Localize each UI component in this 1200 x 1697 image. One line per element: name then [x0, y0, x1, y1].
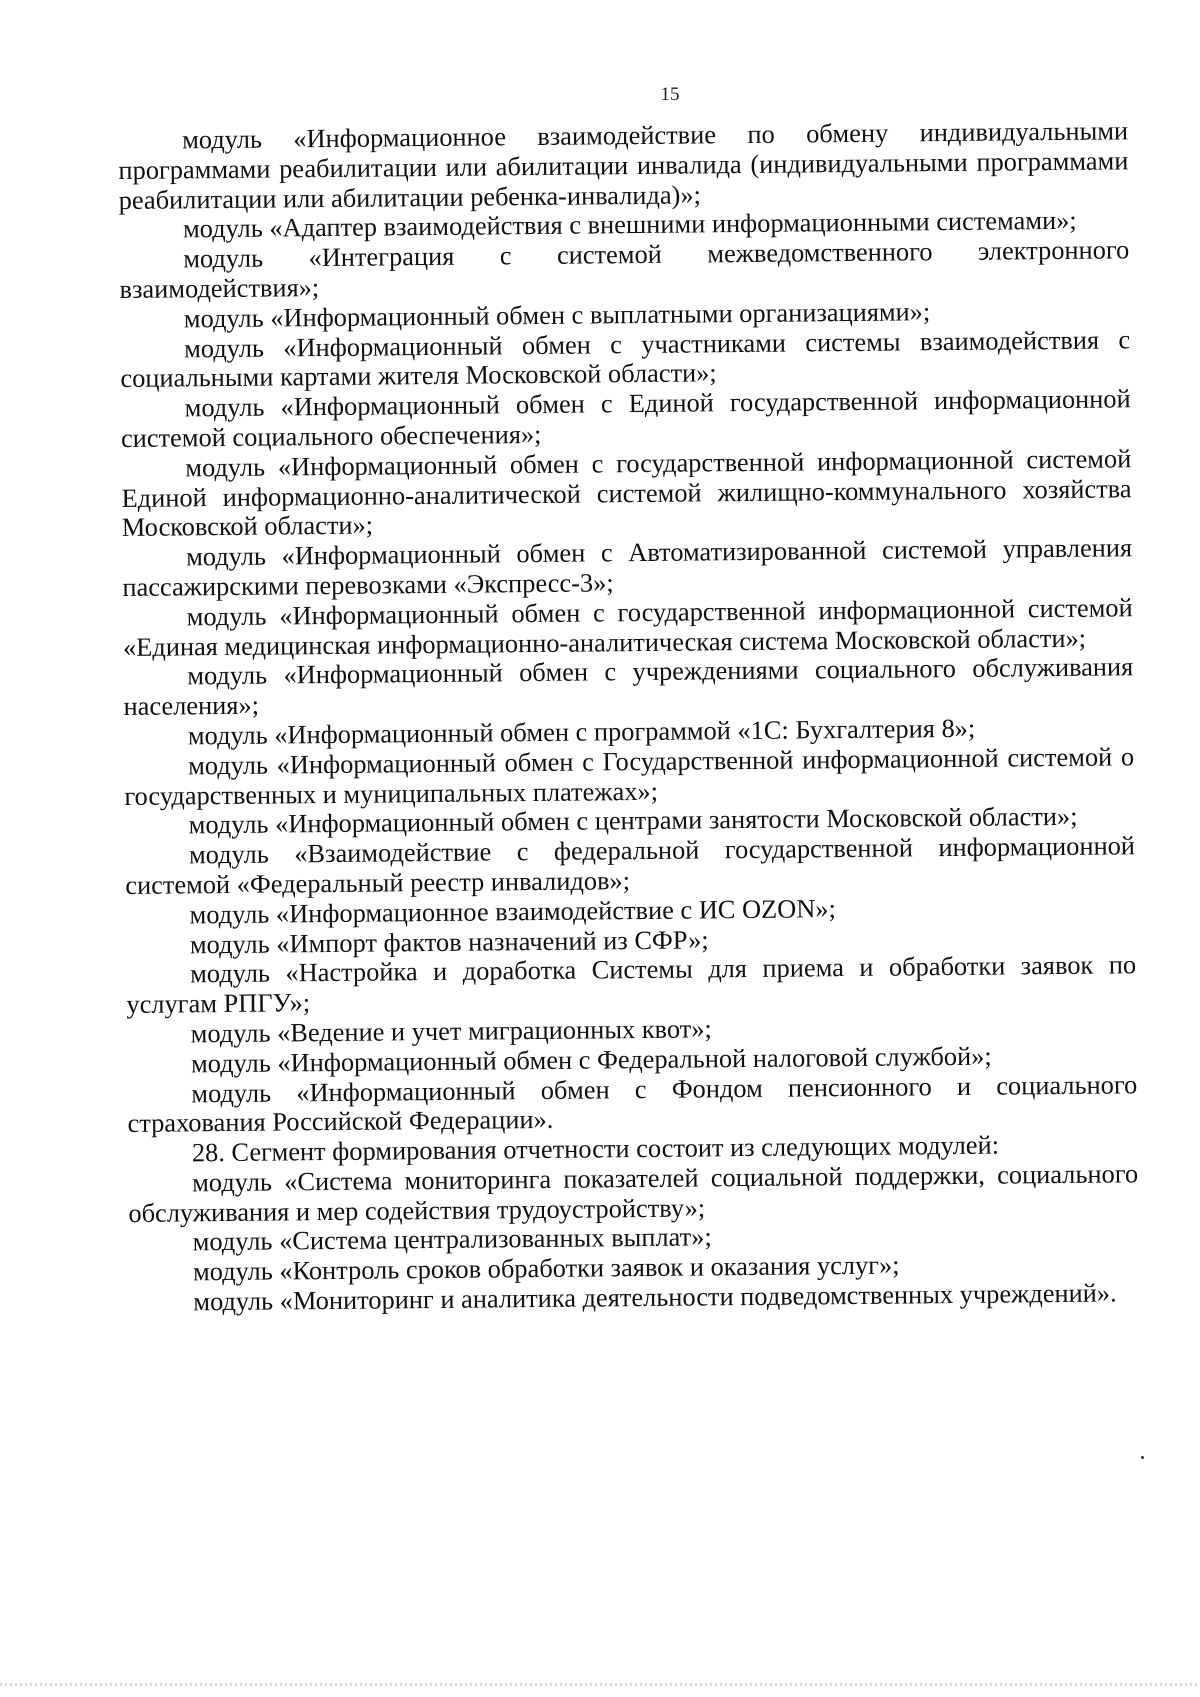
- paragraph: модуль «Информационный обмен с Фондом пенсионного и социального страхования Российской Федерации».: [127, 1068, 1138, 1139]
- document-body: [118, 116, 1139, 1318]
- paragraph: модуль «Мониторинг и аналитика деятельности подведомственных учреждений».: [193, 1277, 1117, 1317]
- paragraph: модуль «Информационный обмен с программой «1С: Бухгалтерия 8»;: [187, 712, 976, 751]
- paragraph: модуль «Система централизованных выплат»;: [192, 1221, 712, 1257]
- paragraph: модуль «Информационное взаимодействие с ИС OZON»;: [189, 892, 836, 930]
- paragraph: модуль «Информационный обмен с участниками системы взаимодействия с социальными картами жителя Московской области»;: [120, 323, 1131, 394]
- paragraph: модуль «Информационный обмен с учреждениями социального обслуживания населения»;: [123, 651, 1134, 722]
- paragraph: модуль «Информационное взаимодействие по обмену индивидуальными программами реабилитации или абилитации инвалида (индивидуальными программами реабилитации или абилитации ребенка-инвалида)»;: [118, 115, 1129, 215]
- page-number: 15: [660, 84, 680, 105]
- paragraph: модуль «Интеграция с системой межведомственного электронного взаимодействия»;: [119, 234, 1130, 304]
- paragraph: модуль «Информационный обмен с государственной информационной системой Единой информационно-аналитической системой жилищно-коммунального хозяйства Московской области»;: [121, 443, 1132, 543]
- paragraph: модуль «Адаптер взаимодействия с внешними информационными системами»;: [182, 205, 1077, 244]
- paragraph: модуль «Настройка и доработка Системы для приема и обработки заявок по услугам РПГУ»;: [126, 949, 1137, 1020]
- paragraph: модуль «Информационный обмен с Федеральной налоговой службой»;: [190, 1040, 992, 1079]
- paragraph: модуль «Система мониторинга показателей социальной поддержки, социального обслуживания и мер содействия трудоустройству»;: [128, 1158, 1139, 1228]
- paragraph: модуль «Информационный обмен с Автоматизированной системой управления пассажирскими перевозками «Экспресс-3»;: [122, 532, 1133, 602]
- paragraph: модуль «Информационный обмен с центрами занятости Московской области»;: [188, 801, 1078, 840]
- scan-edge-artifact: [0, 1683, 1200, 1686]
- paragraph: модуль «Информационный обмен с выплатными организациями»;: [183, 295, 931, 334]
- paragraph: модуль «Информационный обмен с Единой государственной информационной системой социального обеспечения»;: [120, 383, 1131, 453]
- paragraph: модуль «Ведение и учет миграционных квот»;: [190, 1013, 712, 1049]
- paragraph: модуль «Импорт фактов назначений из СФР»;: [189, 923, 709, 959]
- section-heading-28: 28. Сегмент формирования отчетности состоит из следующих модулей:: [191, 1129, 1000, 1168]
- paragraph: модуль «Информационный обмен с Государственной информационной системой о государственных и муниципальных платежах»;: [124, 741, 1135, 811]
- paragraph: модуль «Взаимодействие с федеральной государственной информационной системой «Федеральный реестр инвалидов»;: [125, 830, 1136, 900]
- paragraph: модуль «Контроль сроков обработки заявок и оказания услуг»;: [192, 1249, 900, 1287]
- paragraph: модуль «Информационный обмен с государственной информационной системой «Единая медицинская информационно-аналитическая система Московской области»;: [122, 592, 1133, 662]
- scan-speck: [1141, 1456, 1144, 1459]
